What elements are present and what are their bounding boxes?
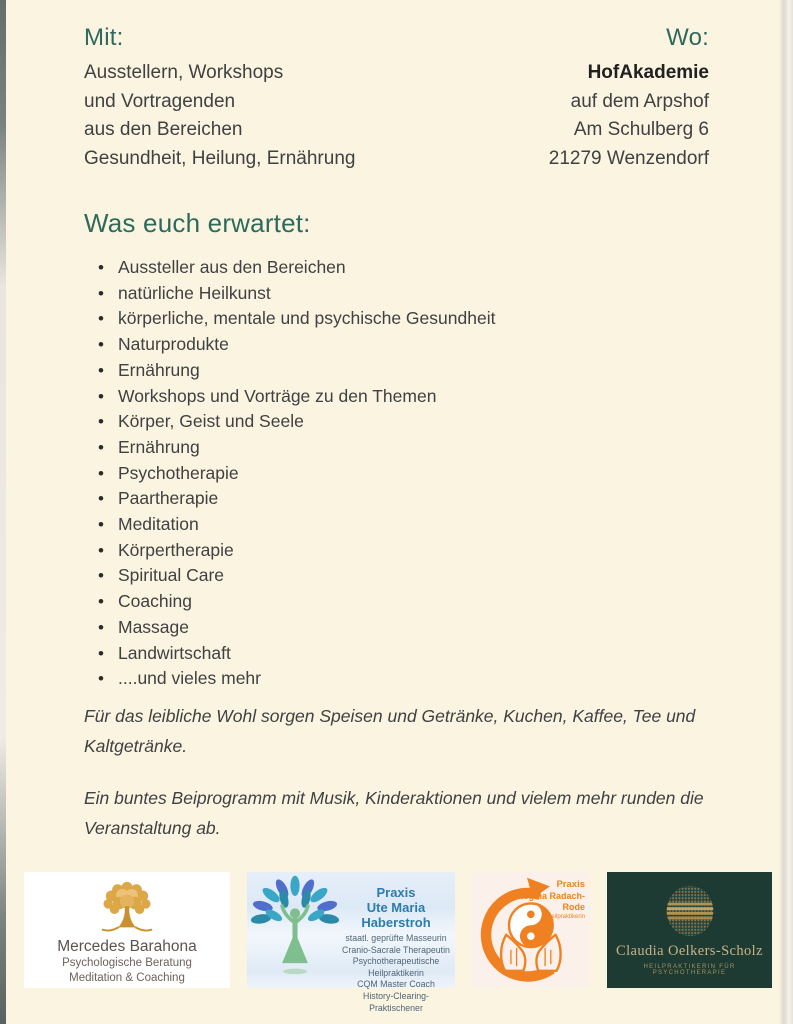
logo3-title: Heilpraktikerin (546, 914, 585, 920)
expect-heading: Was euch erwartet: (84, 208, 311, 238)
gold-emblem-icon (607, 884, 772, 938)
list-item: • Landwirtschaft (84, 641, 495, 667)
mit-line-3: aus den Bereichen (84, 119, 243, 141)
logo2-name: Ute Maria Haberstroh (361, 900, 431, 930)
logo1-subtitle-2: Meditation & Coaching (69, 972, 185, 984)
golden-tree-icon (24, 878, 230, 936)
logo2-line: Cranio-Sacrale Therapeutin (342, 944, 450, 955)
list-item: • Aussteller aus den Bereichen (84, 255, 495, 281)
logo-regina-radach-rode (472, 872, 590, 988)
list-item: • Psychotherapie (84, 461, 495, 487)
logo-mercedes-barahona (24, 872, 230, 988)
logo4-title: HEILPRAKTIKERIN FÜR PSYCHOTHERAPIE (643, 964, 736, 976)
logo2-line: Psychotherapeutische Heilpraktikerin (352, 956, 440, 978)
list-item: • natürliche Heilkunst (84, 281, 495, 307)
list-item: • Ernährung (84, 435, 495, 461)
list-item: • Naturprodukte (84, 332, 495, 358)
food-paragraph-line-1: Für das leibliche Wohl sorgen Speisen und Getränke, Kuchen, Kaffee, Tee und (84, 706, 696, 726)
page-right-edge (779, 0, 793, 1024)
list-item: • körperliche, mentale und psychische Gesundheit (84, 306, 495, 332)
program-paragraph (84, 783, 704, 843)
food-paragraph (84, 701, 695, 761)
mit-line-1: Ausstellern, Workshops (84, 62, 284, 83)
list-item: • Spiritual Care (84, 563, 495, 589)
wo-section (549, 24, 709, 174)
logo2-praxis: Praxis (376, 885, 416, 900)
venue-name: HofAkademie (587, 62, 709, 83)
logo2-line: CQM Master Coach (357, 979, 435, 990)
list-item: • Körpertherapie (84, 538, 495, 564)
page-left-edge (0, 0, 6, 1024)
logo-claudia-oelkers-scholz (607, 872, 772, 988)
mit-line-2: und Vortragenden (84, 90, 236, 112)
logo3-text (501, 879, 585, 921)
list-item: • Meditation (84, 512, 495, 538)
list-item: • ....und vieles mehr (84, 666, 495, 692)
food-paragraph-line-2: Kaltgetränke. (84, 736, 188, 756)
venue-line-3: 21279 Wenzendorf (548, 148, 709, 170)
list-item: • Massage (84, 615, 495, 641)
venue-line-1: auf dem Arpshof (570, 90, 709, 112)
logo4-name: Claudia Oelkers-Scholz (616, 943, 763, 959)
wo-heading: Wo: (666, 24, 709, 51)
logo1-subtitle-1: Psychologische Beratung (62, 957, 192, 969)
logo2-text (339, 885, 453, 1014)
list-item: • Coaching (84, 589, 495, 615)
list-item: • Paartherapie (84, 486, 495, 512)
list-item: • Körper, Geist und Seele (84, 409, 495, 435)
logo1-name: Mercedes Barahona (57, 938, 197, 955)
mit-line-4: Gesundheit, Heilung, Ernährung (84, 148, 356, 170)
logo3-praxis: Praxis (556, 879, 585, 890)
program-paragraph-line-1: Ein buntes Beiprogramm mit Musik, Kinderaktionen und vielem mehr runden die (84, 788, 704, 808)
program-paragraph-line-2: Veranstaltung ab. (84, 818, 221, 838)
logo3-name: Regina Radach-Rode (516, 891, 585, 912)
logo2-line: History-Clearing-Praktischener (363, 990, 429, 1013)
venue-line-2: Am Schulberg 6 (573, 119, 709, 141)
mit-section (84, 24, 355, 174)
expect-list (84, 255, 495, 692)
logo-ute-maria-haberstroh (247, 872, 455, 1013)
list-item: • Workshops und Vorträge zu den Themen (84, 384, 495, 410)
logo-row (24, 872, 772, 1013)
list-item: • Ernährung (84, 358, 495, 384)
mit-heading: Mit: (84, 24, 124, 51)
logo2-line: staatl. geprüfte Masseurin (345, 933, 447, 943)
